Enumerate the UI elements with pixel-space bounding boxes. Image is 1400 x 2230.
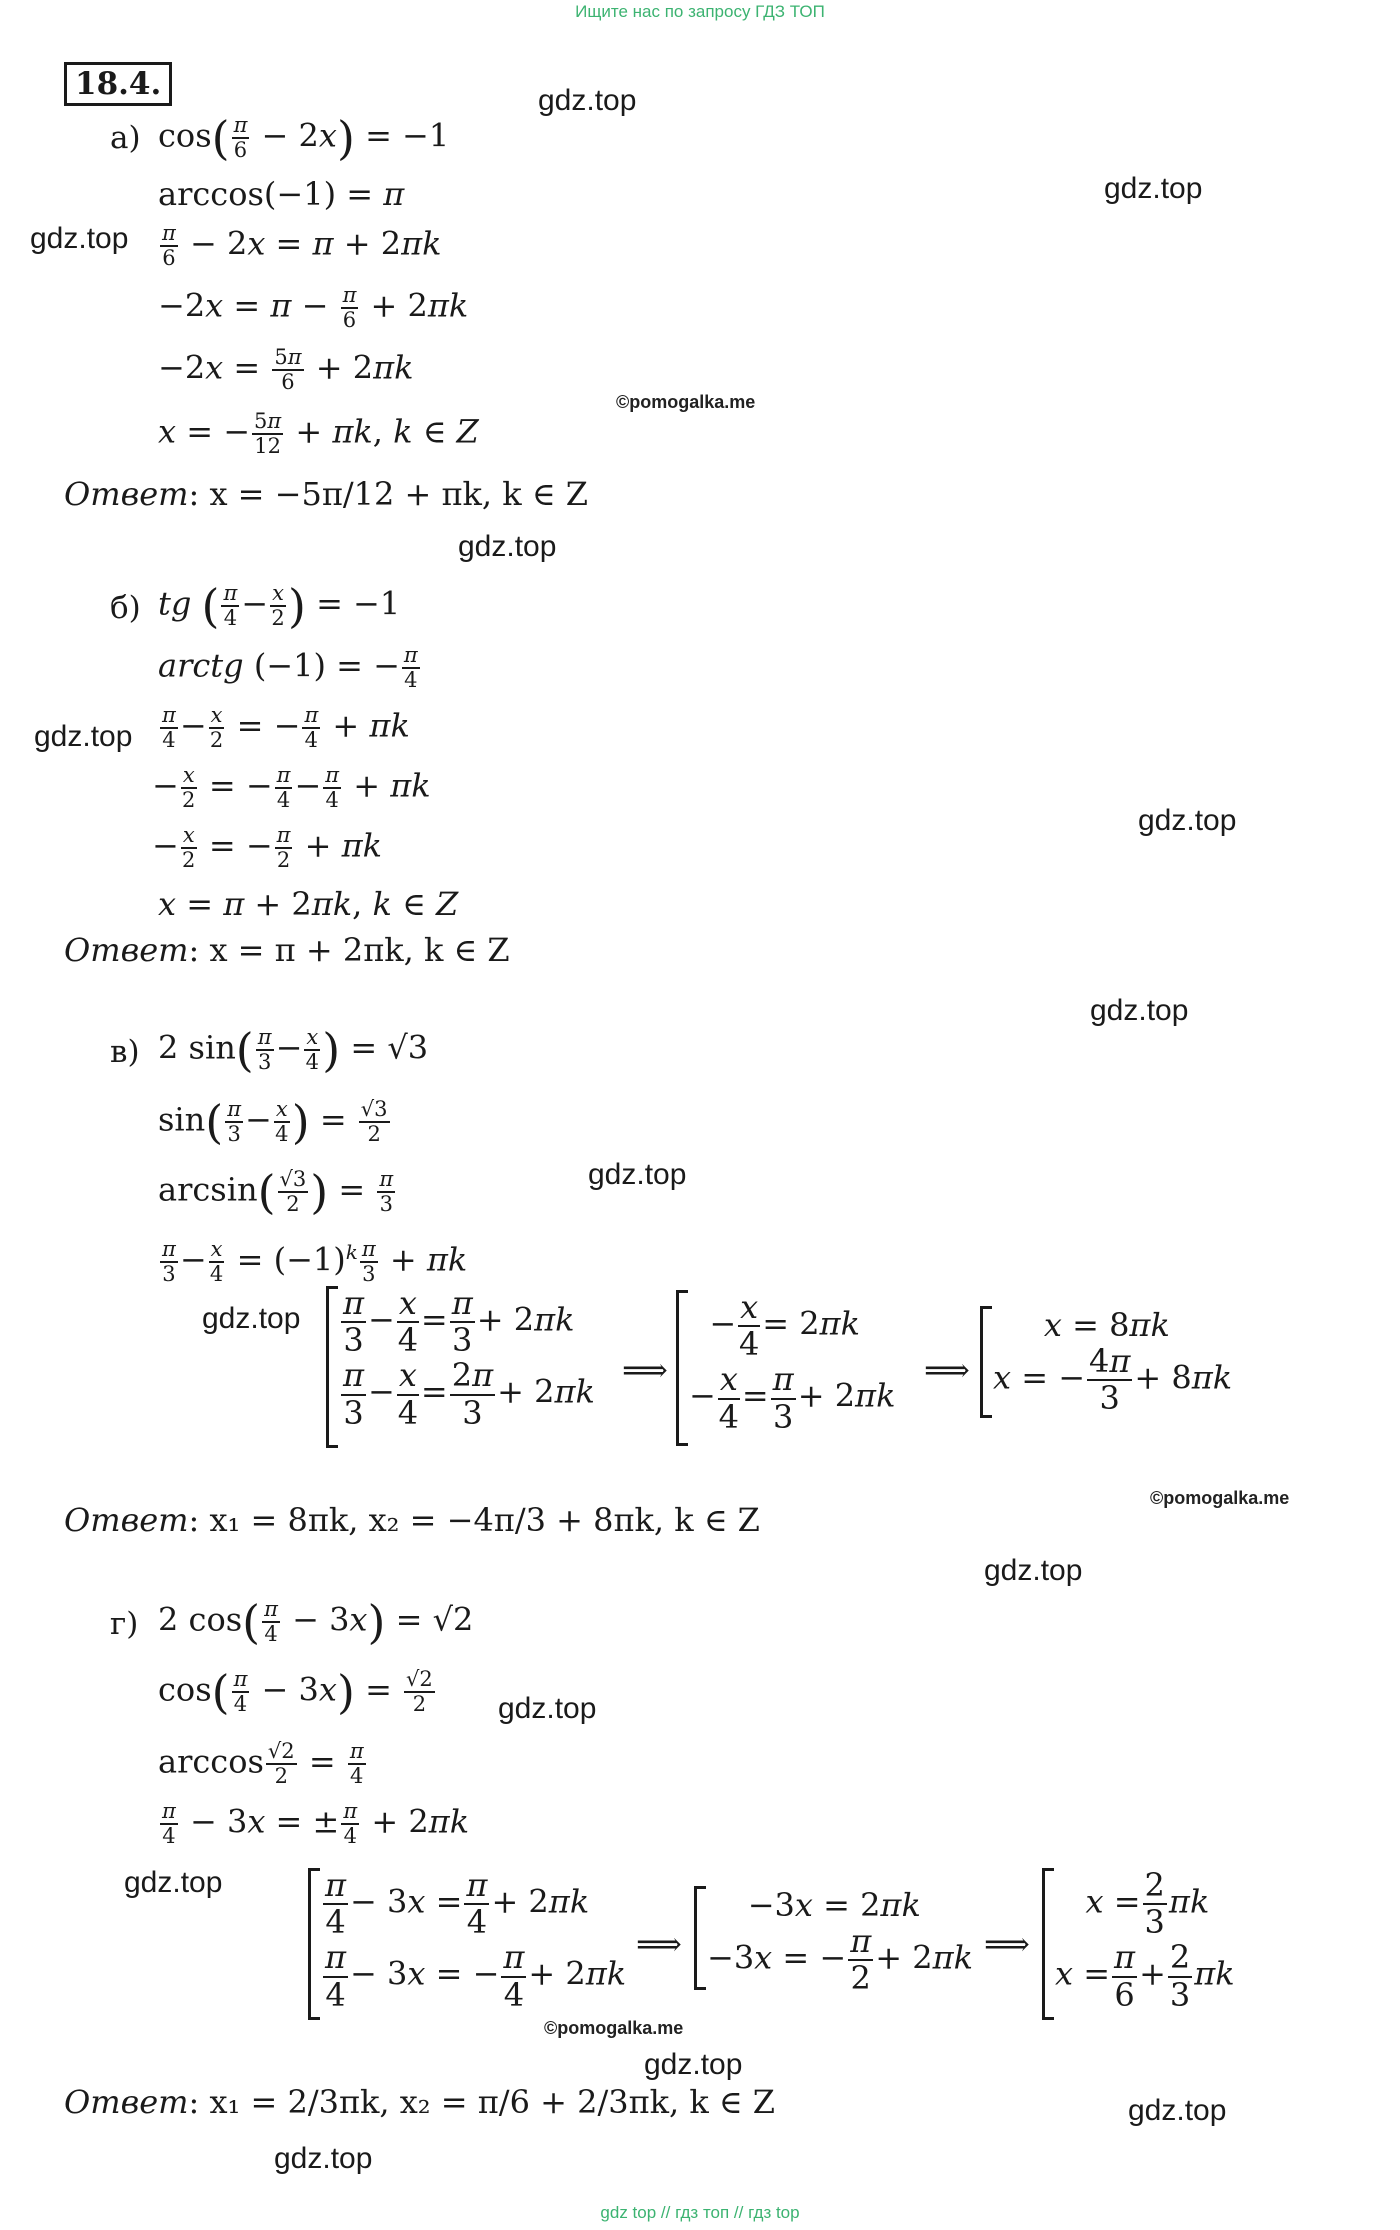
- math-line: arccos $\frac{√2}{2}$ = $\frac{\pi}{4}$: [158, 1739, 364, 1789]
- part-label-a: а): [110, 120, 141, 156]
- equation-system: −3x = 2πk −3x = − $\frac{\pi}{2}$ + 2πk: [694, 1886, 973, 1990]
- equation-system: $\frac{\pi}{4}$ − 3x = $\frac{\pi}{4}$ + 2πk $\frac{\pi}{4}$ − 3x = − $\frac{\pi}{4}$ + 2πk: [308, 1868, 626, 2020]
- watermark: gdz.top: [984, 1554, 1083, 1587]
- equation-system: x = 8πk x = − $\frac{4\pi}{3}$ + 8πk: [980, 1306, 1232, 1418]
- math-line: x = π + 2πk, k ∈ Z: [158, 885, 459, 923]
- math-line: 2 sin( $\frac{\pi}{3}$ − $\frac{x}{4}$ ) = √3: [158, 1023, 429, 1078]
- copyright-watermark: ©pomogalka.me: [544, 2018, 684, 2038]
- search-hint-link[interactable]: Ищите нас по запросу ГДЗ ТОП: [575, 2, 825, 21]
- watermark: gdz.top: [1138, 804, 1237, 837]
- math-line: x = − $\frac{5\pi}{12}$ + πk, k ∈ Z: [158, 409, 479, 459]
- math-line: arctg (−1) = − $\frac{\pi}{4}$: [158, 643, 418, 693]
- math-line: − $\frac{x}{2}$ = − $\frac{\pi}{2}$ + πk: [152, 823, 383, 873]
- copyright-watermark: ©pomogalka.me: [616, 392, 756, 412]
- equation-system: − $\frac{x}{4}$ = 2πk − $\frac{x}{4}$ = $\frac{\pi}{3}$ + 2πk: [676, 1290, 895, 1446]
- implies-symbol: ⟹: [924, 1351, 970, 1389]
- implies-symbol: ⟹: [636, 1925, 682, 1963]
- watermark: gdz.top: [644, 2048, 743, 2081]
- watermark: gdz.top: [1128, 2094, 1227, 2127]
- math-line: $\frac{\pi}{4}$ − 3x = ± $\frac{\pi}{4}$ + 2πk: [162, 1799, 470, 1849]
- math-line: $\frac{\pi}{6}$ − 2x = π + 2πk: [162, 221, 442, 271]
- answer-v: Ответ: x₁ = 8πk, x₂ = −4π/3 + 8πk, k ∈ Z: [64, 1501, 760, 1539]
- watermark: gdz.top: [202, 1302, 301, 1335]
- implies-symbol: ⟹: [622, 1351, 668, 1389]
- math-line: cos( $\frac{\pi}{6}$ − 2x) = −1: [158, 111, 450, 166]
- answer-label: Ответ: [64, 2083, 189, 2121]
- equation-system: $\frac{\pi}{3}$ − $\frac{x}{4}$ = $\frac{\pi}{3}$ + 2πk $\frac{\pi}{3}$ − $\frac{x}{4}$ = $\frac{2\pi}{3}$ + 2πk: [326, 1286, 595, 1448]
- part-label-b: б): [110, 590, 141, 626]
- watermark: gdz.top: [588, 1158, 687, 1191]
- problem-number: 18.4.: [64, 62, 172, 106]
- math-line: $\frac{\pi}{4}$ − $\frac{x}{2}$ = − $\frac{\pi}{4}$ + πk: [162, 703, 410, 753]
- answer-label: Ответ: [64, 475, 189, 513]
- part-label-v: в): [110, 1034, 140, 1070]
- footer-links[interactable]: gdz top // гдз топ // гдз top: [600, 2203, 800, 2222]
- answer-label: Ответ: [64, 1501, 189, 1539]
- watermark: gdz.top: [498, 1692, 597, 1725]
- equation-system: x = $\frac{2}{3}$ πk x = $\frac{\pi}{6}$ + $\frac{2}{3}$ πk: [1042, 1868, 1235, 2020]
- math-line: arcsin( $\frac{√3}{2}$ ) = $\frac{\pi}{3}$: [158, 1165, 394, 1220]
- answer-b: Ответ: x = π + 2πk, k ∈ Z: [64, 931, 510, 969]
- watermark: gdz.top: [34, 720, 133, 753]
- math-line: cos( $\frac{\pi}{4}$ − 3x) = $\frac{√2}{2}$: [158, 1665, 433, 1720]
- math-line: $\frac{\pi}{3}$ − $\frac{x}{4}$ = $(-1)^k$ $\frac{\pi}{3}$ + πk: [162, 1237, 468, 1287]
- part-label-g: г): [110, 1606, 139, 1642]
- math-line: −2x = π − $\frac{\pi}{6}$ + 2πk: [158, 283, 469, 333]
- watermark: gdz.top: [458, 530, 557, 563]
- answer-a: Ответ: x = −5π/12 + πk, k ∈ Z: [64, 475, 588, 513]
- math-line: − $\frac{x}{2}$ = − $\frac{\pi}{4}$ − $\frac{\pi}{4}$ + πk: [152, 763, 431, 813]
- answer-label: Ответ: [64, 931, 189, 969]
- watermark: gdz.top: [538, 84, 637, 117]
- watermark: gdz.top: [124, 1866, 223, 1899]
- math-line: sin( $\frac{\pi}{3}$ − $\frac{x}{4}$ ) = $\frac{√3}{2}$: [158, 1095, 388, 1150]
- watermark: gdz.top: [30, 222, 129, 255]
- watermark: gdz.top: [1090, 994, 1189, 1027]
- math-line: 2 cos( $\frac{\pi}{4}$ − 3x) = √2: [158, 1595, 474, 1650]
- watermark: gdz.top: [1104, 172, 1203, 205]
- math-line: −2x = $\frac{5\pi}{6}$ + 2πk: [158, 345, 414, 395]
- implies-symbol: ⟹: [984, 1925, 1030, 1963]
- math-line: arccos(−1) = π: [158, 175, 405, 213]
- math-line: tg ( $\frac{\pi}{4}$ − $\frac{x}{2}$ ) = −1: [158, 579, 401, 634]
- answer-g: Ответ: x₁ = 2/3πk, x₂ = π/6 + 2/3πk, k ∈ Z: [64, 2083, 776, 2121]
- watermark: gdz.top: [274, 2142, 373, 2175]
- copyright-watermark: ©pomogalka.me: [1150, 1488, 1290, 1508]
